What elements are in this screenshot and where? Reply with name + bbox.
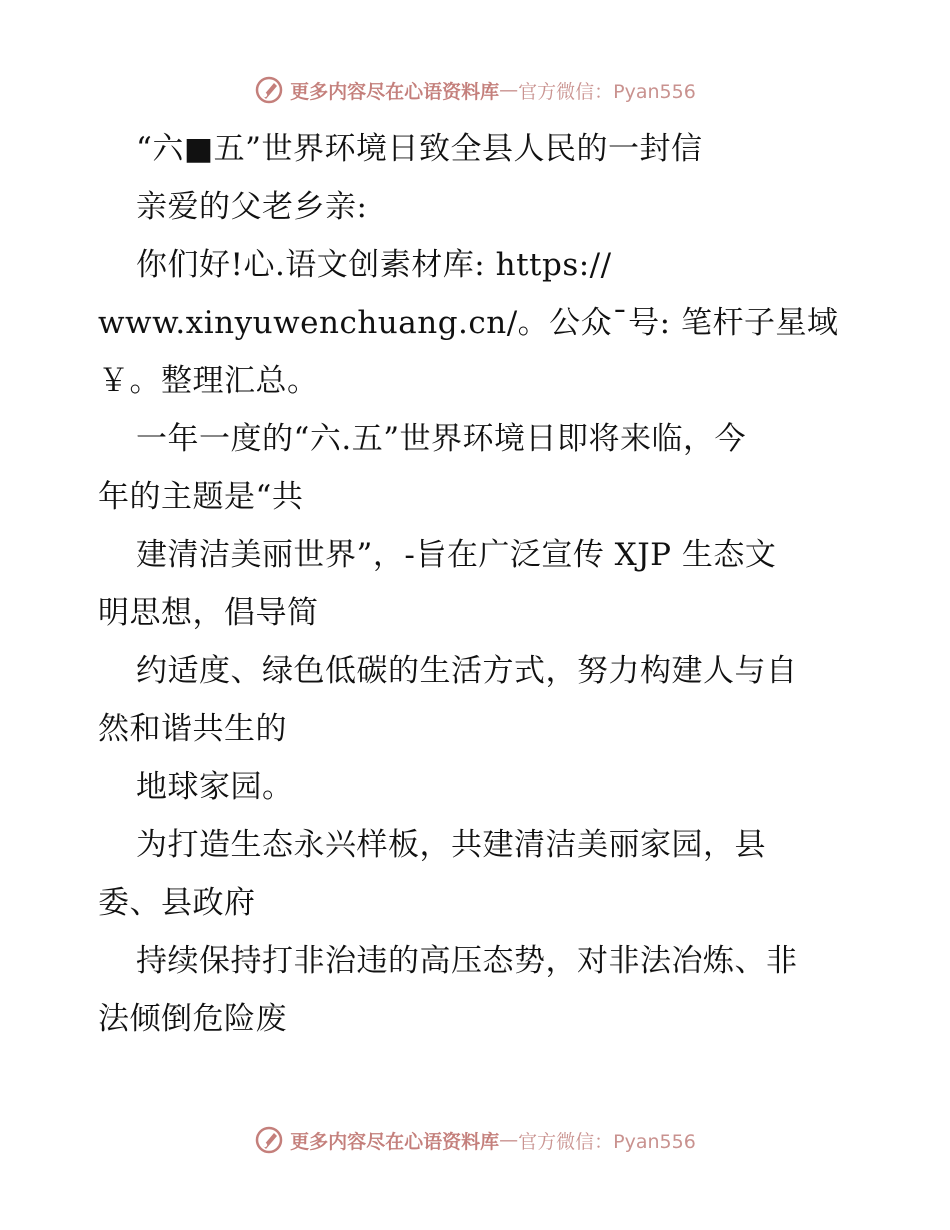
banner-dash: —: [499, 79, 519, 101]
body-line: ￥。整理汇总。: [98, 363, 319, 399]
body-line: 法倾倒危险废: [98, 1001, 287, 1037]
body-line: 持续保持打非治违的高压态势，对非法冶炼、非: [136, 943, 798, 979]
body-line: 一年一度的“六.五”世界环境日即将来临，今: [136, 421, 747, 457]
body-line: www.xinyuwenchuang.cn/。公众¯号: 笔杆子星域: [98, 305, 839, 341]
body-line: 年的主题是“共: [98, 479, 304, 515]
body-line: 建清洁美丽世界”，-旨在广泛宣传 XJP 生态文: [136, 537, 777, 573]
body-line: 约适度、绿色低碳的生活方式，努力构建人与自: [136, 653, 798, 689]
body-line: 为打造生态永兴样板，共建清洁美丽家园，县: [136, 827, 766, 863]
document-title: “六■五”世界环境日致全县人民的一封信: [136, 131, 703, 167]
banner-brand-text: 更多内容尽在心语资料库: [290, 80, 500, 103]
banner-brand-text: 更多内容尽在心语资料库: [290, 1130, 500, 1153]
header-banner: [0, 70, 950, 110]
footer-banner: [0, 1120, 950, 1160]
salutation: 亲爱的父老乡亲:: [136, 189, 368, 225]
body-line: 地球家园。: [136, 769, 294, 805]
body-line: 委、县政府: [98, 885, 256, 921]
document-body: [98, 120, 858, 1048]
pen-circle-logo-icon: [254, 1125, 284, 1155]
pen-circle-logo-icon: [254, 75, 284, 105]
body-line: 你们好!心.语文创素材库: https://: [136, 247, 612, 283]
banner-wechat-text: 官方微信：Pyan556: [518, 80, 696, 103]
banner-wechat-text: 官方微信：Pyan556: [518, 1130, 696, 1153]
body-line: 然和谐共生的: [98, 711, 287, 747]
banner-dash: —: [499, 1129, 519, 1151]
body-line: 明思想，倡导简: [98, 595, 319, 631]
